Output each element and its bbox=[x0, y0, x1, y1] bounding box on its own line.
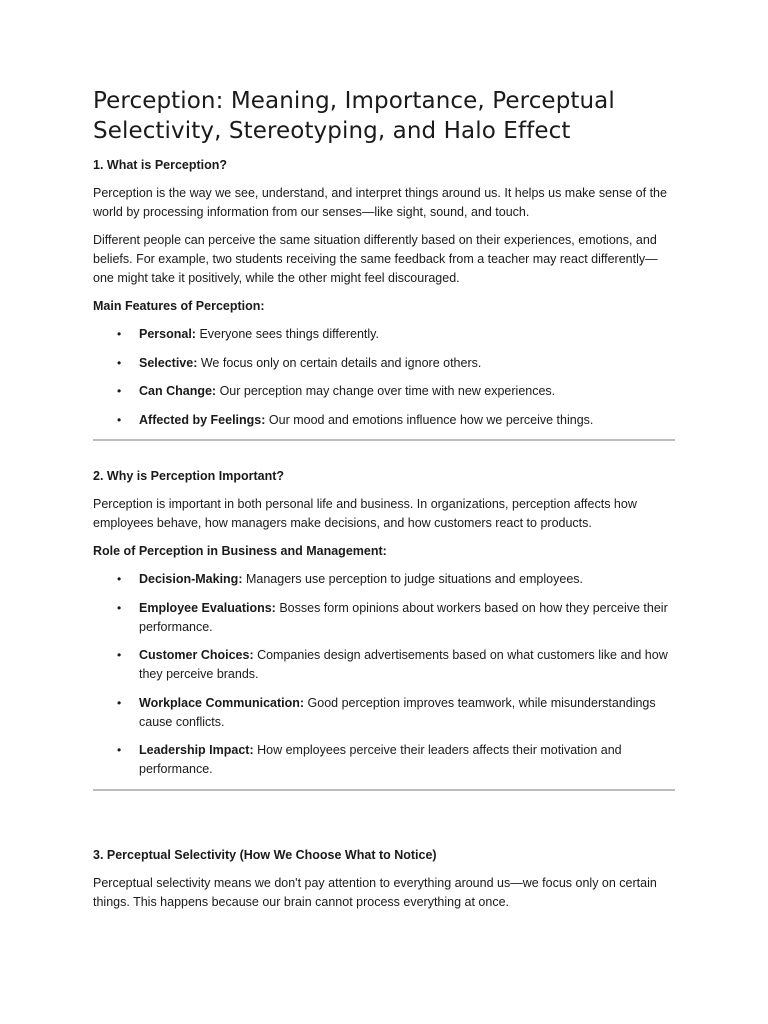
section-heading: 2. Why is Perception Important? bbox=[93, 469, 284, 483]
list-item bbox=[93, 646, 675, 684]
bullet-icon: • bbox=[117, 648, 122, 662]
bullet-icon: • bbox=[117, 412, 122, 427]
bullet-icon: • bbox=[117, 572, 122, 586]
list-item bbox=[93, 411, 675, 430]
list-heading: Role of Perception in Business and Management: bbox=[93, 544, 387, 558]
list-item-term: Workplace Communication: bbox=[139, 695, 305, 710]
list-heading: Main Features of Perception: bbox=[93, 299, 265, 313]
paragraph: Perception is the way we see, understand, and interpret things around us. It helps us make sense of the world by processing information from our senses—like sight, sound, and touch. bbox=[93, 186, 667, 219]
business-role-list bbox=[93, 570, 675, 779]
bullet-icon: • bbox=[117, 355, 122, 370]
bullet-icon: • bbox=[117, 384, 122, 398]
list-item-term: Affected by Feelings: bbox=[139, 412, 266, 427]
section-divider bbox=[93, 789, 675, 791]
list-item-term: Personal: bbox=[139, 327, 196, 341]
paragraph: Different people can perceive the same situation differently based on their experiences, emotions, and beliefs. For example, two students receiving the same feedback from a teacher may react differently—one might take it positively, while the other might feel discouraged. bbox=[93, 233, 658, 285]
list-item-text: We focus only on certain details and ignore others. bbox=[197, 355, 482, 370]
list-item-text: Our perception may change over time with new experiences. bbox=[216, 384, 556, 398]
list-item bbox=[93, 599, 675, 637]
bullet-icon: • bbox=[117, 743, 122, 757]
list-item bbox=[93, 325, 675, 344]
document-page bbox=[93, 86, 675, 921]
section-perceptual-selectivity bbox=[93, 846, 675, 912]
section-what-is-perception bbox=[93, 156, 675, 430]
list-item-term: Can Change: bbox=[139, 384, 217, 398]
section-divider bbox=[93, 439, 675, 441]
list-item-text: Companies design advertisements based on what customers like and how they perceive brands. bbox=[139, 648, 668, 681]
bullet-icon: • bbox=[117, 327, 122, 341]
list-item bbox=[93, 741, 675, 779]
bullet-icon: • bbox=[117, 600, 122, 615]
section-heading: 3. Perceptual Selectivity (How We Choose What to Notice) bbox=[93, 847, 437, 862]
paragraph: Perceptual selectivity means we don't pay attention to everything around us—we focus only on certain things. This happens because our brain cannot process everything at once. bbox=[93, 875, 657, 909]
section-heading: 1. What is Perception? bbox=[93, 158, 228, 172]
list-item-text: Good perception improves teamwork, while misunderstandings cause conflicts. bbox=[139, 695, 656, 729]
list-item-text: Managers use perception to judge situations and employees. bbox=[242, 572, 583, 586]
paragraph: Perception is important in both personal life and business. In organizations, perception affects how employees behave, how managers make decisions, and how customers react to products. bbox=[93, 497, 637, 530]
list-item bbox=[93, 354, 675, 373]
bullet-icon: • bbox=[117, 695, 122, 710]
list-item-text: Bosses form opinions about workers based on how they perceive their performance. bbox=[139, 600, 668, 634]
section-why-perception-important bbox=[93, 467, 675, 779]
list-item bbox=[93, 694, 675, 732]
document-title: Perception: Meaning, Importance, Perceptual Selectivity, Stereotyping, and Halo Effect bbox=[93, 88, 615, 144]
list-item bbox=[93, 570, 675, 589]
list-item-text: Everyone sees things differently. bbox=[195, 327, 379, 341]
list-item-term: Customer Choices: bbox=[139, 648, 254, 662]
list-item-term: Selective: bbox=[139, 355, 198, 370]
list-item-term: Leadership Impact: bbox=[139, 743, 254, 757]
list-item-text: Our mood and emotions influence how we perceive things. bbox=[265, 412, 594, 427]
list-item-term: Decision-Making: bbox=[139, 572, 243, 586]
list-item bbox=[93, 382, 675, 401]
list-item-text: How employees perceive their leaders affects their motivation and performance. bbox=[139, 743, 622, 776]
features-list bbox=[93, 325, 675, 430]
list-item-term: Employee Evaluations: bbox=[139, 600, 276, 615]
